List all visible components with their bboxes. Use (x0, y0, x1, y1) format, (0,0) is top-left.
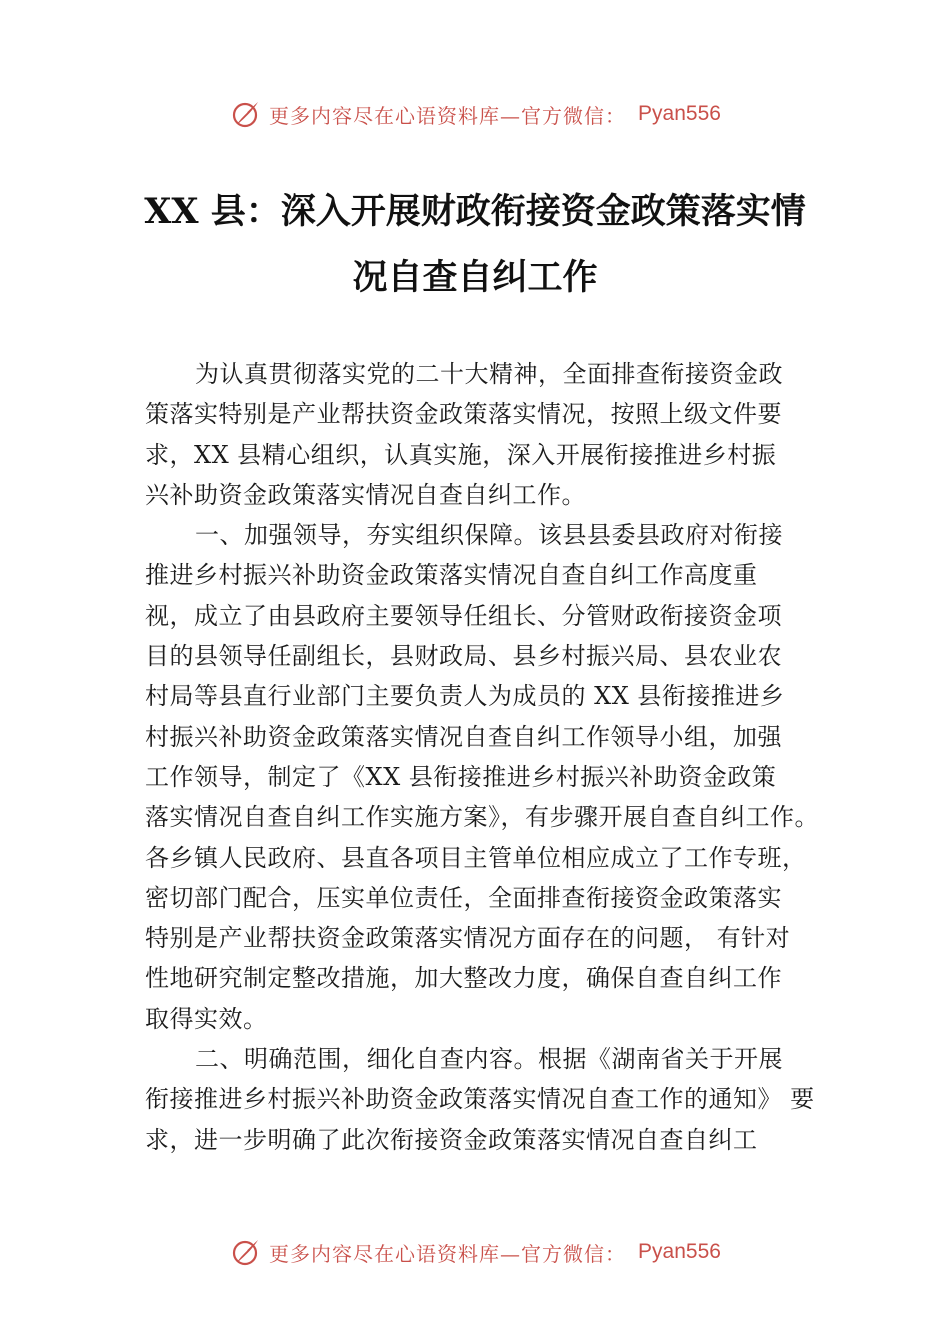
body-line: 特别是产业帮扶资金政策落实情况方面存在的问题， 有针对 (145, 924, 791, 953)
body-line: 求，XX 县精心组织，认真实施，深入开展衔接推进乡村振 (145, 440, 777, 469)
body-line: 求，进一步明确了此次衔接资金政策落实情况自查自纠工 (145, 1125, 758, 1154)
body-line: 衔接推进乡村振兴补助资金政策落实情况自查工作的通知》 要 (145, 1085, 815, 1114)
body-line: 视，成立了由县政府主要领导任组长、分管财政衔接资金项 (145, 601, 782, 630)
footer-watermark (0, 1232, 950, 1272)
body-line: 取得实效。 (145, 1004, 268, 1033)
body-line: 二、明确范围，细化自查内容。根据《湖南省关于开展 (195, 1045, 783, 1074)
body-line: 落实情况自查自纠工作实施方案》，有步骤开展自查自纠工作。 (145, 803, 819, 832)
document-body (145, 354, 845, 1160)
body-line: 兴补助资金政策落实情况自查自纠工作。 (145, 480, 586, 509)
body-line: 目的县领导任副组长，县财政局、县乡村振兴局、县农业农 (145, 642, 782, 671)
body-line: 各乡镇人民政府、县直各项目主管单位相应成立了工作专班， (145, 843, 807, 872)
body-line: 密切部门配合，压实单位责任，全面排查衔接资金政策落实 (145, 883, 782, 912)
body-line: 工作领导，制定了《XX 县衔接推进乡村振兴补助资金政策 (145, 762, 777, 791)
quill-logo-icon (229, 98, 261, 130)
document-title-line-1: XX 县：深入开展财政衔接资金政策落实情 (144, 191, 806, 232)
body-line: 村局等县直行业部门主要负责人为成员的 XX 县衔接推进乡 (145, 682, 785, 711)
body-line: 策落实特别是产业帮扶资金政策落实情况，按照上级文件要 (145, 400, 782, 429)
header-watermark (0, 94, 950, 134)
watermark-wechat-id: Pyan556 (638, 102, 721, 125)
watermark-text: 更多内容尽在心语资料库—官方微信： (269, 1241, 627, 1266)
body-line: 为认真贯彻落实党的二十大精神，全面排查衔接资金政 (195, 360, 783, 388)
watermark-wechat-id: Pyan556 (638, 1240, 721, 1263)
quill-logo-icon (229, 1236, 261, 1268)
body-line: 推进乡村振兴补助资金政策落实情况自查自纠工作高度重 (145, 561, 758, 590)
body-line: 性地研究制定整改措施，加大整改力度，确保自查自纠工作 (145, 964, 782, 993)
body-line: 一、加强领导，夯实组织保障。该县县委县政府对衔接 (195, 521, 783, 550)
watermark-text: 更多内容尽在心语资料库—官方微信： (269, 103, 627, 128)
document-title-line-2: 况自查自纠工作 (352, 257, 598, 298)
body-line: 村振兴补助资金政策落实情况自查自纠工作领导小组，加强 (145, 722, 782, 751)
